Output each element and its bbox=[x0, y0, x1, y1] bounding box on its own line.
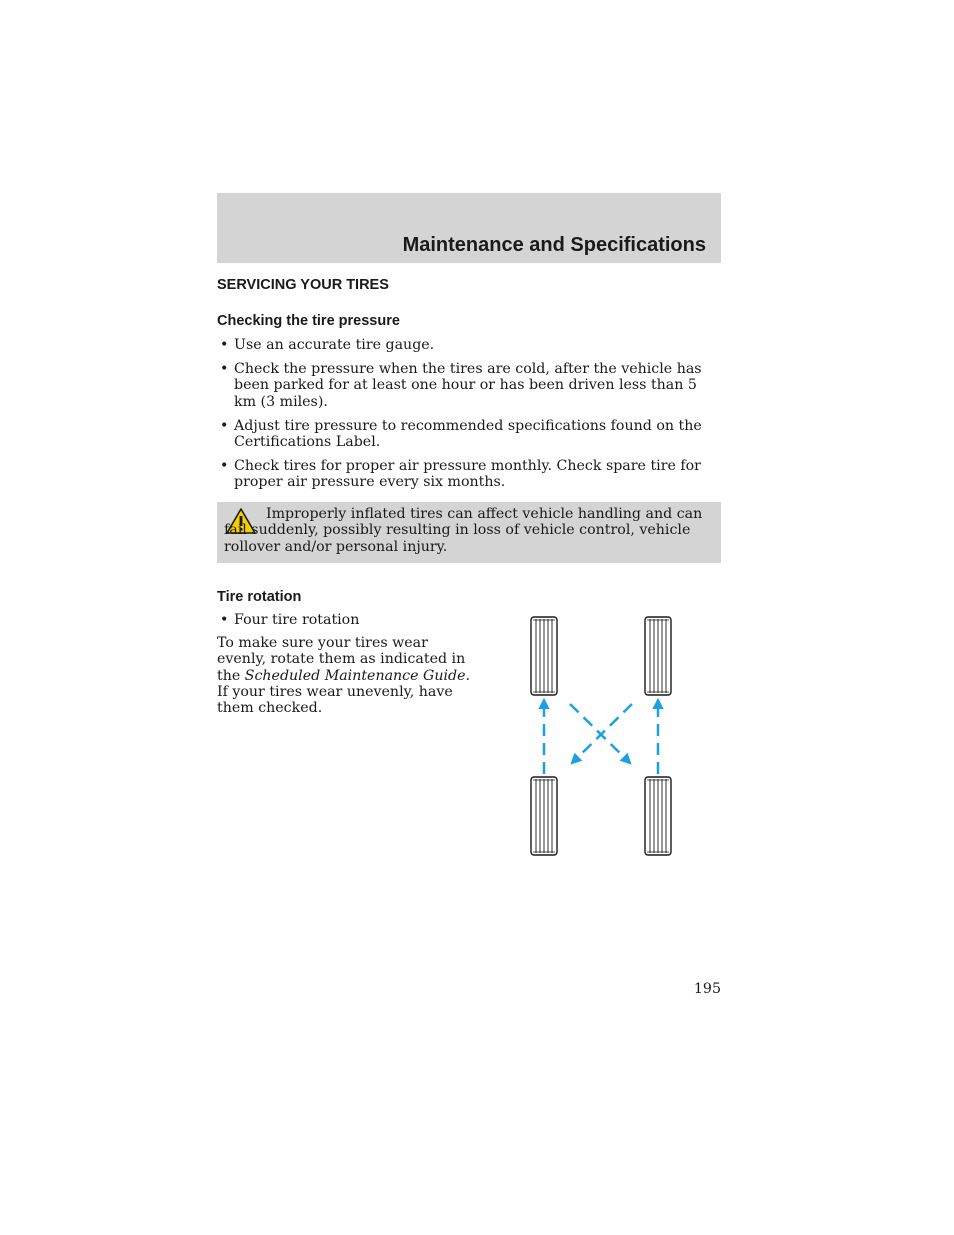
header-band bbox=[217, 193, 721, 263]
warning-text: Improperly inflated tires can affect vehicle handling and can fail suddenly, possibly resulting in loss of vehicle control, vehicle rollover and/or personal injury. bbox=[224, 506, 703, 555]
list-item: • Adjust tire pressure to recommended specifications found on the Certifications Label. bbox=[217, 418, 721, 451]
page-title: Maintenance and Specifications bbox=[402, 234, 706, 256]
list-item: • Use an accurate tire gauge. bbox=[217, 337, 721, 353]
rear-right-tire-icon bbox=[645, 777, 671, 855]
front-left-tire-icon bbox=[531, 617, 557, 695]
pressure-bullet-list bbox=[217, 337, 721, 499]
warning-box bbox=[217, 502, 721, 563]
rotation-arrow-cross-right-icon bbox=[570, 704, 630, 763]
rotation-paragraph bbox=[217, 635, 479, 716]
rotation-bullet: • Four tire rotation bbox=[217, 612, 359, 628]
page-number: 195 bbox=[693, 981, 721, 997]
rotation-text-end: . If your tires wear unevenly, have them checked. bbox=[217, 667, 471, 717]
rotation-text-start: To make sure your tires wear evenly, rotate them as indicated in the bbox=[217, 635, 466, 684]
rotation-arrow-cross-left-icon bbox=[572, 704, 632, 763]
section-title: SERVICING YOUR TIRES bbox=[217, 277, 389, 293]
list-item: • Check tires for proper air pressure monthly. Check spare tire for proper air pressure every six months. bbox=[217, 458, 721, 491]
rotation-heading: Tire rotation bbox=[217, 589, 302, 605]
front-right-tire-icon bbox=[645, 617, 671, 695]
maintenance-guide-title: Scheduled Maintenance Guide bbox=[244, 667, 466, 684]
pressure-heading: Checking the tire pressure bbox=[217, 313, 400, 329]
tire-rotation-diagram bbox=[520, 612, 690, 862]
rear-left-tire-icon bbox=[531, 777, 557, 855]
list-item: • Check the pressure when the tires are cold, after the vehicle has been parked for at least one hour or has been driven less than 5 km (3 miles). bbox=[217, 361, 721, 410]
